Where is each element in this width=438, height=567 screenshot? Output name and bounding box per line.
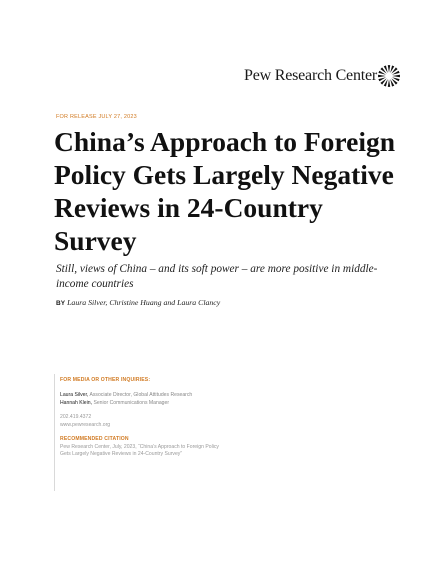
byline-authors: Laura Silver, Christine Huang and Laura Clancy: [67, 298, 221, 307]
report-title: China’s Approach to Foreign Policy Gets Largely Negative Reviews in 24-Country Survey: [54, 126, 395, 256]
citation-heading: RECOMMENDED CITATION: [60, 436, 129, 442]
byline-prefix: BY: [56, 300, 66, 307]
logo-text: Pew Research Center: [244, 67, 378, 84]
contact-name: Hannah Klein,: [60, 399, 93, 406]
contact-role: Senior Communications Manager: [93, 399, 170, 406]
byline: [56, 298, 220, 307]
pew-logo: [244, 64, 404, 88]
sunburst-icon: [377, 64, 401, 88]
contact-people: [60, 392, 244, 407]
contact-name: Laura Silver,: [60, 392, 89, 398]
citation-text: Pew Research Center, July, 2023, “China’s Approach to Foreign Policy Gets Largely Negative Reviews in 24-Country Survey”: [60, 444, 219, 457]
contact-box: [54, 374, 244, 491]
contact-person: [60, 392, 244, 400]
contact-heading: FOR MEDIA OR OTHER INQUIRIES:: [60, 377, 151, 383]
contact-website[interactable]: www.pewresearch.org: [60, 421, 111, 428]
report-subtitle: Still, views of China – and its soft power – are more positive in middle-income countries: [56, 263, 378, 290]
contact-role: Associate Director, Global Attitudes Research: [89, 392, 193, 398]
contact-phone: 202.419.4372: [60, 414, 92, 420]
release-date: FOR RELEASE JULY 27, 2023: [56, 114, 137, 120]
contact-person: [60, 400, 244, 408]
